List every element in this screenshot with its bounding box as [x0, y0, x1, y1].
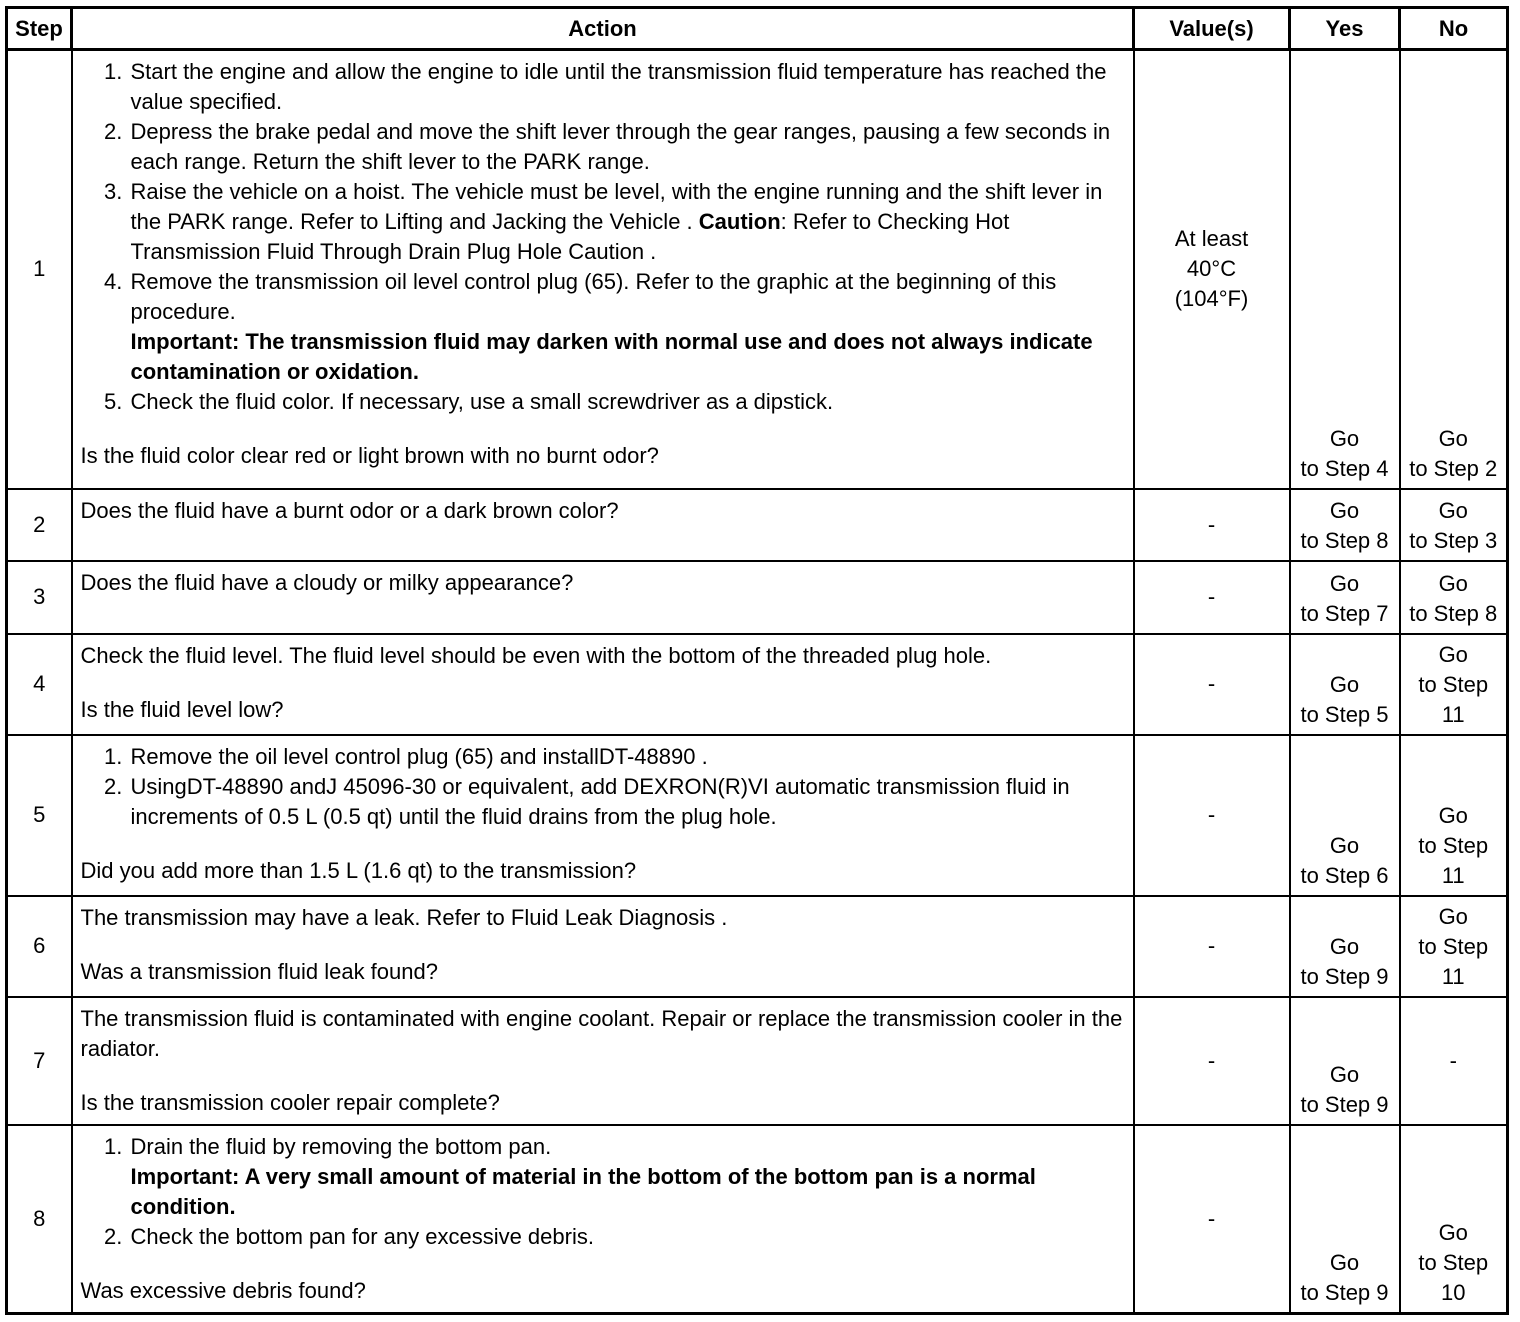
no-step-number: 10 — [1441, 1280, 1466, 1305]
no-cell: - — [1400, 997, 1508, 1125]
yes-step: to Step 9 — [1300, 963, 1389, 989]
action-list — [81, 57, 1125, 417]
yes-cell — [1290, 896, 1400, 997]
action-cell — [72, 1125, 1134, 1314]
action-cell — [72, 997, 1134, 1125]
yes-cell — [1290, 634, 1400, 735]
step-number: 3 — [7, 561, 72, 634]
yes-cell — [1290, 489, 1400, 561]
no-step-number: 11 — [1441, 701, 1465, 727]
no-step: to Step — [1418, 832, 1489, 858]
no-go: Go — [1438, 641, 1468, 667]
header-values: Value(s) — [1134, 8, 1290, 50]
no-go: Go — [1438, 570, 1468, 596]
important-label: Important — [130, 329, 232, 354]
value-cell: - — [1134, 489, 1290, 561]
yes-step: to Step 5 — [1300, 701, 1389, 727]
action-item-text: Remove the transmission oil level control plug (65). Refer to the graphic at the beginning of this procedure. — [130, 269, 1057, 324]
action-cell — [72, 634, 1134, 735]
header-step: Step — [7, 8, 72, 50]
no-step-number: 11 — [1441, 862, 1465, 888]
yes-go: Go — [1329, 425, 1360, 451]
step-number: 2 — [7, 489, 72, 561]
action-cell — [72, 735, 1134, 896]
table-row — [7, 489, 1508, 561]
header-row — [7, 8, 1508, 50]
action-cell — [72, 896, 1134, 997]
important-text: : The transmission fluid may darken with normal use and does not always indicate contamination or oxidation. — [130, 329, 1093, 384]
action-cell — [72, 489, 1134, 561]
table-row — [7, 896, 1508, 997]
action-text: The transmission may have a leak. Refer to Fluid Leak Diagnosis . — [80, 904, 728, 930]
action-item: 5. Check the fluid color. If necessary, use a small screwdriver as a dipstick. — [129, 387, 1125, 417]
step-number: 6 — [7, 896, 72, 997]
action-item — [129, 177, 1125, 267]
value-cell — [1134, 50, 1290, 489]
important-text: : A very small amount of material in the bottom of the bottom pan is a normal condition. — [130, 1163, 1036, 1219]
action-item: 2. UsingDT-48890 andJ 45096-30 or equivalent, add DEXRON(R)VI automatic transmission fluid in increments of 0.5 L (0.5 qt) until the fluid drains from the plug hole. — [129, 772, 1125, 832]
no-step: to Step — [1418, 933, 1489, 959]
action-item: 2. Depress the brake pedal and move the shift lever through the gear ranges, pausing a few seconds in each range. Return the shift lever to the PARK range. — [129, 117, 1125, 177]
header-yes: Yes — [1290, 8, 1400, 50]
question-text: Is the transmission cooler repair complete? — [80, 1089, 500, 1115]
yes-step: to Step 8 — [1300, 527, 1389, 553]
no-cell — [1400, 634, 1508, 735]
yes-go: Go — [1329, 497, 1360, 523]
table-row — [7, 561, 1508, 634]
action-item — [129, 267, 1125, 387]
caution-label: Caution — [698, 209, 781, 234]
table-row — [7, 1125, 1508, 1314]
no-cell — [1400, 735, 1508, 896]
yes-go: Go — [1329, 570, 1360, 596]
no-go: Go — [1438, 802, 1468, 828]
action-text: Check the fluid level. The fluid level should be even with the bottom of the threaded plug hole. — [80, 642, 992, 668]
step-number: 1 — [7, 50, 72, 489]
yes-go: Go — [1329, 933, 1360, 959]
yes-step: to Step 9 — [1300, 1091, 1389, 1117]
question-text: Was excessive debris found? — [80, 1277, 366, 1303]
yes-cell — [1290, 735, 1400, 896]
action-item: 2. Check the bottom pan for any excessive debris. — [129, 1222, 1125, 1252]
question-text: Did you add more than 1.5 L (1.6 qt) to the transmission? — [80, 857, 637, 883]
no-step: to Step 2 — [1409, 455, 1498, 481]
yes-go: Go — [1329, 832, 1360, 858]
yes-cell — [1290, 997, 1400, 1125]
no-cell — [1400, 896, 1508, 997]
action-text: The transmission fluid is contaminated with engine coolant. Repair or replace the transmission cooler in the radiator. — [80, 1005, 1123, 1061]
step-number: 8 — [7, 1125, 72, 1314]
yes-step: to Step 4 — [1300, 455, 1389, 481]
action-cell — [72, 561, 1134, 634]
important-note — [131, 327, 1125, 387]
value-cell: - — [1134, 896, 1290, 997]
step-number: 4 — [7, 634, 72, 735]
yes-cell — [1290, 561, 1400, 634]
value-cell: - — [1134, 735, 1290, 896]
value-line: 40°C — [1186, 256, 1237, 282]
yes-step: to Step 6 — [1300, 862, 1389, 888]
header-action: Action — [72, 8, 1134, 50]
question-text: Is the fluid level low? — [80, 696, 284, 722]
value-cell: - — [1134, 561, 1290, 634]
diagnostic-table — [5, 6, 1509, 1315]
value-cell: - — [1134, 634, 1290, 735]
action-item-text: Drain the fluid by removing the bottom pan. — [130, 1133, 552, 1159]
no-go: Go — [1438, 1220, 1468, 1245]
no-go: Go — [1438, 903, 1468, 929]
no-step: to Step 3 — [1409, 527, 1498, 553]
important-label: Important — [130, 1163, 232, 1189]
step-number: 5 — [7, 735, 72, 896]
no-go: Go — [1438, 497, 1468, 523]
value-cell: - — [1134, 997, 1290, 1125]
yes-cell — [1290, 1125, 1400, 1314]
yes-step: to Step 7 — [1300, 600, 1389, 626]
header-no: No — [1400, 8, 1508, 50]
table-row — [7, 50, 1508, 489]
no-cell — [1400, 50, 1508, 489]
table-row — [7, 634, 1508, 735]
yes-cell — [1290, 50, 1400, 489]
no-step: to Step — [1418, 1250, 1489, 1275]
no-step: to Step — [1418, 671, 1489, 697]
value-cell: - — [1134, 1125, 1290, 1314]
no-cell — [1400, 489, 1508, 561]
yes-go: Go — [1329, 671, 1360, 697]
action-list — [81, 742, 1125, 832]
action-list — [81, 1132, 1125, 1252]
no-go: Go — [1438, 425, 1468, 451]
no-cell — [1400, 1125, 1508, 1314]
no-cell — [1400, 561, 1508, 634]
question-text: Is the fluid color clear red or light brown with no burnt odor? — [80, 443, 659, 468]
table-row — [7, 997, 1508, 1125]
action-item: 1. Remove the oil level control plug (65) and installDT-48890 . — [129, 742, 1125, 772]
action-item: 1. Start the engine and allow the engine to idle until the transmission fluid temperature has reached the value specified. — [129, 57, 1125, 117]
table-row — [7, 735, 1508, 896]
caution-text: : Refer to Checking Hot Transmission Fluid Through Drain Plug Hole Caution . — [130, 209, 1010, 264]
action-cell — [72, 50, 1134, 489]
question-text: Does the fluid have a burnt odor or a dark brown color? — [80, 497, 619, 523]
yes-go: Go — [1329, 1061, 1360, 1087]
no-step: to Step 8 — [1409, 600, 1498, 626]
important-note — [131, 1162, 1125, 1222]
value-line: At least — [1174, 226, 1249, 252]
yes-step: to Step 9 — [1300, 1280, 1389, 1305]
question-text: Does the fluid have a cloudy or milky appearance? — [80, 569, 574, 595]
action-item-text: Raise the vehicle on a hoist. The vehicle must be level, with the engine running and the shift lever in the PARK range. Refer to Lifting and Jacking the Vehicle . — [130, 179, 1103, 234]
value-line: (104°F) — [1174, 286, 1249, 312]
action-item — [129, 1132, 1125, 1222]
no-step-number: 11 — [1441, 963, 1465, 989]
step-number: 7 — [7, 997, 72, 1125]
yes-go: Go — [1329, 1250, 1360, 1275]
question-text: Was a transmission fluid leak found? — [80, 958, 438, 984]
